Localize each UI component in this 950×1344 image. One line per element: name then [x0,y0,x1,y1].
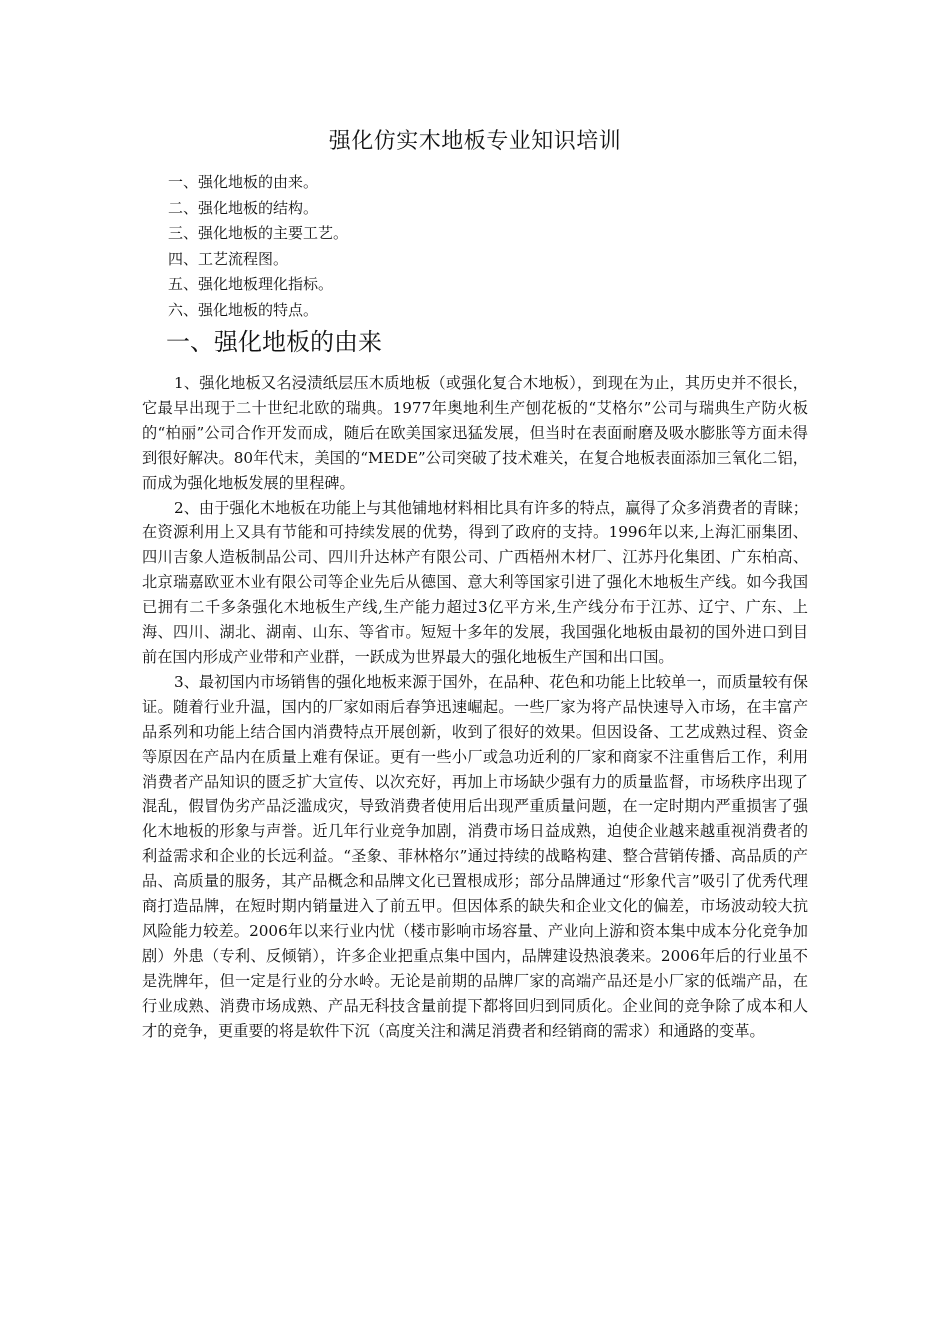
toc-item: 二、强化地板的结构。 [168,198,319,217]
toc-item: 六、强化地板的特点。 [168,300,319,319]
section-body [142,371,808,1043]
table-of-contents [168,170,348,323]
section-heading: 一、强化地板的由来 [166,328,382,356]
body-paragraph: 3、最初国内市场销售的强化地板来源于国外，在品种、花色和功能上比较单一，而质量较有保证。随着行业升温，国内的厂家如雨后春笋迅速崛起。一些厂家为将产品快速导入市场，在丰富产品系列和功能上结合国内消费特点开展创新，收到了很好的效果。但因设备、工艺成熟过程、资金等原因在产品内在质量上难有保证。更有一些小厂或急功近利的厂家和商家不注重售后工作，利用消费者产品知识的匮乏扩大宣传、以次充好，再加上市场缺少强有力的质量监督，市场秩序出现了混乱，假冒伪劣产品泛滥成灾，导致消费者使用后出现严重质量问题，在一定时期内严重损害了强化木地板的形象与声誉。近几年行业竞争加剧，消费市场日益成熟，迫使企业越来越重视消费者的利益需求和企业的长远利益。“圣象、菲林格尔”通过持续的战略构建、整合营销传播、高品质的产品、高质量的服务，其产品概念和品牌文化已置根成形；部分品牌通过“形象代言”吸引了优秀代理商打造品牌，在短时期内销量进入了前五甲。但因体系的缺失和企业文化的偏差，市场波动较大抗风险能力较差。2006年以来行业内忧（楼市影响市场容量、产业向上游和资本集中成本分化竞争加剧）外患（专利、反倾销），许多企业把重点集中国内，品牌建设热浪袭来。2006年后的行业虽不是洗牌年，但一定是行业的分水岭。无论是前期的品牌厂家的高端产品还是小厂家的低端产品，在行业成熟、消费市场成熟、产品无科技含量前提下都将回归到同质化。企业间的竞争除了成本和人才的竞争，更重要的将是软件下沉（高度关注和满足消费者和经销商的需求）和通路的变革。 [142,672,808,1040]
toc-item: 五、强化地板理化指标。 [168,275,334,293]
toc-item: 一、强化地板的由来。 [168,173,319,191]
body-paragraph: 2、由于强化木地板在功能上与其他铺地材料相比具有许多的特点，赢得了众多消费者的青睐；在资源利用上又具有节能和可持续发展的优势，得到了政府的支持。1996年以来,上海汇丽集团、四川吉象人造板制品公司、四川升达林产有限公司、广西梧州木材厂、江苏丹化集团、广东柏高、北京瑞嘉欧亚木业有限公司等企业先后从德国、意大利等国家引进了强化木地板生产线。如今我国已拥有二千多条强化木地板生产线,生产能力超过3亿平方米,生产线分布于江苏、辽宁、广东、上海、四川、湖北、湖南、山东、等省市。短短十多年的发展，我国强化地板由最初的国外进口到目前在国内形成产业带和产业群，一跃成为世界最大的强化地板生产国和出口国。 [142,498,808,666]
toc-item: 三、强化地板的主要工艺。 [168,224,349,242]
toc-item: 四、工艺流程图。 [168,249,289,268]
document-title: 强化仿实木地板专业知识培训 [328,129,622,154]
body-paragraph: 1、强化地板又名浸渍纸层压木质地板（或强化复合木地板），到现在为止，其历史并不很长，它最早出现于二十世纪北欧的瑞典。1977年奥地利生产刨花板的“艾格尔”公司与瑞典生产防火板的“柏丽”公司合作开发而成，随后在欧美国家迅猛发展，但当时在表面耐磨及吸水膨胀等方面未得到很好解决。80年代末，美国的“MEDE”公司突破了技术难关，在复合地板表面添加三氧化二铝，而成为强化地板发展的里程碑。 [142,374,808,492]
